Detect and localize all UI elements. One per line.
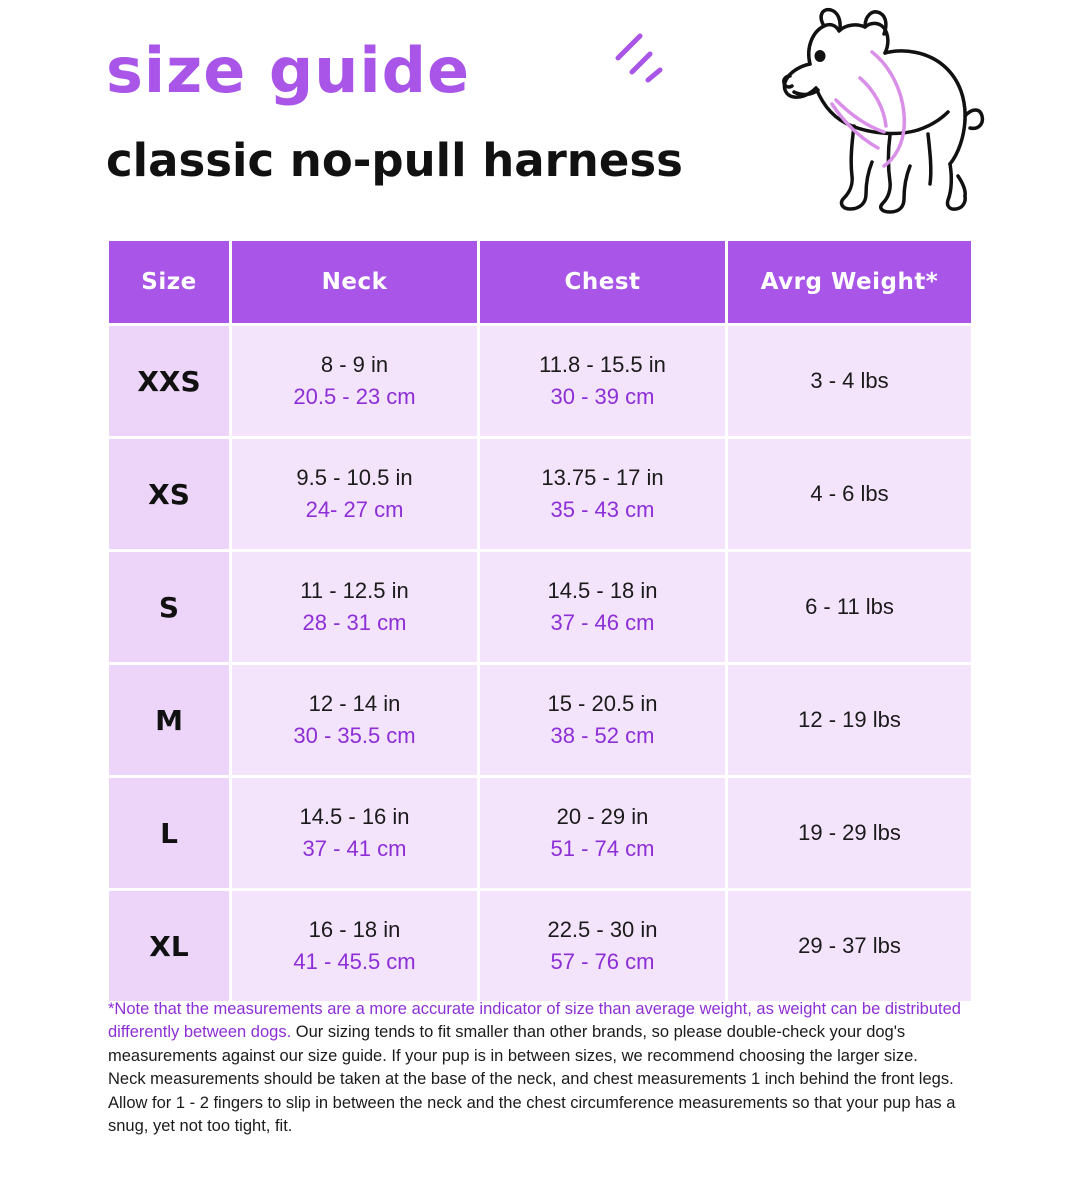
cell-size: XS xyxy=(109,439,229,549)
cell-chest xyxy=(480,891,725,1001)
table-row xyxy=(109,326,971,436)
cell-neck xyxy=(232,778,477,888)
neck-inches: 14.5 - 16 in xyxy=(299,804,410,830)
note-paragraph-1 xyxy=(108,998,980,1068)
cell-chest xyxy=(480,326,725,436)
weight-value: 4 - 6 lbs xyxy=(810,481,889,506)
cell-size: S xyxy=(109,552,229,662)
column-header-neck: Neck xyxy=(232,241,477,323)
page-title: size guide xyxy=(106,34,471,107)
cell-size: XL xyxy=(109,891,229,1001)
column-header-chest: Chest xyxy=(480,241,725,323)
table-row xyxy=(109,665,971,775)
table-header-row xyxy=(109,241,971,323)
cell-neck xyxy=(232,665,477,775)
neck-inches: 11 - 12.5 in xyxy=(300,578,409,604)
neck-cm: 28 - 31 cm xyxy=(302,610,407,635)
note-paragraph-2: Neck measurements should be taken at the base of the neck, and chest measurements 1 inch behind the front legs. Allow for 1 - 2 fingers to slip in between the neck and the chest circumference measurements so that your pup has a snug, yet not too tight, fit. xyxy=(108,1070,956,1136)
note-highlight: *Note that the measurements are a more accurate indicator of size than average weight, as weight can be distributed differently between dogs. xyxy=(108,1000,961,1042)
table-row xyxy=(109,439,971,549)
column-header-size: Size xyxy=(109,241,229,323)
chest-cm: 37 - 46 cm xyxy=(550,610,655,635)
table-row xyxy=(109,552,971,662)
chest-inches: 15 - 20.5 in xyxy=(547,691,658,717)
chest-cm: 57 - 76 cm xyxy=(550,949,655,974)
weight-value: 3 - 4 lbs xyxy=(810,368,889,393)
cell-neck xyxy=(232,439,477,549)
cell-neck xyxy=(232,552,477,662)
table-header xyxy=(109,241,971,323)
chest-inches: 20 - 29 in xyxy=(556,804,649,830)
chest-cm: 38 - 52 cm xyxy=(550,723,655,748)
neck-inches: 9.5 - 10.5 in xyxy=(296,465,413,491)
weight-value: 6 - 11 lbs xyxy=(805,594,894,619)
neck-cm: 41 - 45.5 cm xyxy=(293,949,416,974)
cell-size: L xyxy=(109,778,229,888)
cell-chest xyxy=(480,665,725,775)
chest-inches: 13.75 - 17 in xyxy=(541,465,664,491)
chest-inches: 14.5 - 18 in xyxy=(547,578,658,604)
cell-size: M xyxy=(109,665,229,775)
cell-weight xyxy=(728,778,971,888)
neck-cm: 30 - 35.5 cm xyxy=(293,723,416,748)
neck-inches: 8 - 9 in xyxy=(320,352,389,378)
cell-neck xyxy=(232,891,477,1001)
weight-value: 12 - 19 lbs xyxy=(798,707,901,732)
cell-size: XXS xyxy=(109,326,229,436)
neck-inches: 16 - 18 in xyxy=(308,917,401,943)
table-body xyxy=(109,326,971,1001)
sparkle-icon xyxy=(606,28,666,88)
cell-weight xyxy=(728,439,971,549)
table-row xyxy=(109,891,971,1001)
cell-weight xyxy=(728,665,971,775)
size-chart-table xyxy=(106,238,974,1004)
weight-value: 29 - 37 lbs xyxy=(798,933,901,958)
table-row xyxy=(109,778,971,888)
column-header-avrg-weight: Avrg Weight* xyxy=(728,241,971,323)
chest-inches: 11.8 - 15.5 in xyxy=(539,352,666,378)
note-rest: Our sizing tends to fit smaller than other brands, so please double-check your dog's measurements against our size guide. If your pup is in between sizes, we recommend choosing the larger size. xyxy=(108,1023,918,1065)
chest-cm: 30 - 39 cm xyxy=(550,384,655,409)
chest-cm: 35 - 43 cm xyxy=(550,497,655,522)
weight-value: 19 - 29 lbs xyxy=(798,820,901,845)
cell-chest xyxy=(480,439,725,549)
cell-chest xyxy=(480,552,725,662)
neck-cm: 20.5 - 23 cm xyxy=(293,384,416,409)
neck-cm: 37 - 41 cm xyxy=(302,836,407,861)
notes-section xyxy=(108,998,980,1139)
cell-weight xyxy=(728,552,971,662)
chest-inches: 22.5 - 30 in xyxy=(547,917,658,943)
cell-weight xyxy=(728,326,971,436)
cell-neck xyxy=(232,326,477,436)
french-bulldog-harness-illustration xyxy=(732,4,1002,229)
neck-cm: 24- 27 cm xyxy=(305,497,404,522)
cell-weight xyxy=(728,891,971,1001)
page-subtitle: classic no-pull harness xyxy=(106,134,683,187)
cell-chest xyxy=(480,778,725,888)
chest-cm: 51 - 74 cm xyxy=(550,836,655,861)
neck-inches: 12 - 14 in xyxy=(308,691,401,717)
